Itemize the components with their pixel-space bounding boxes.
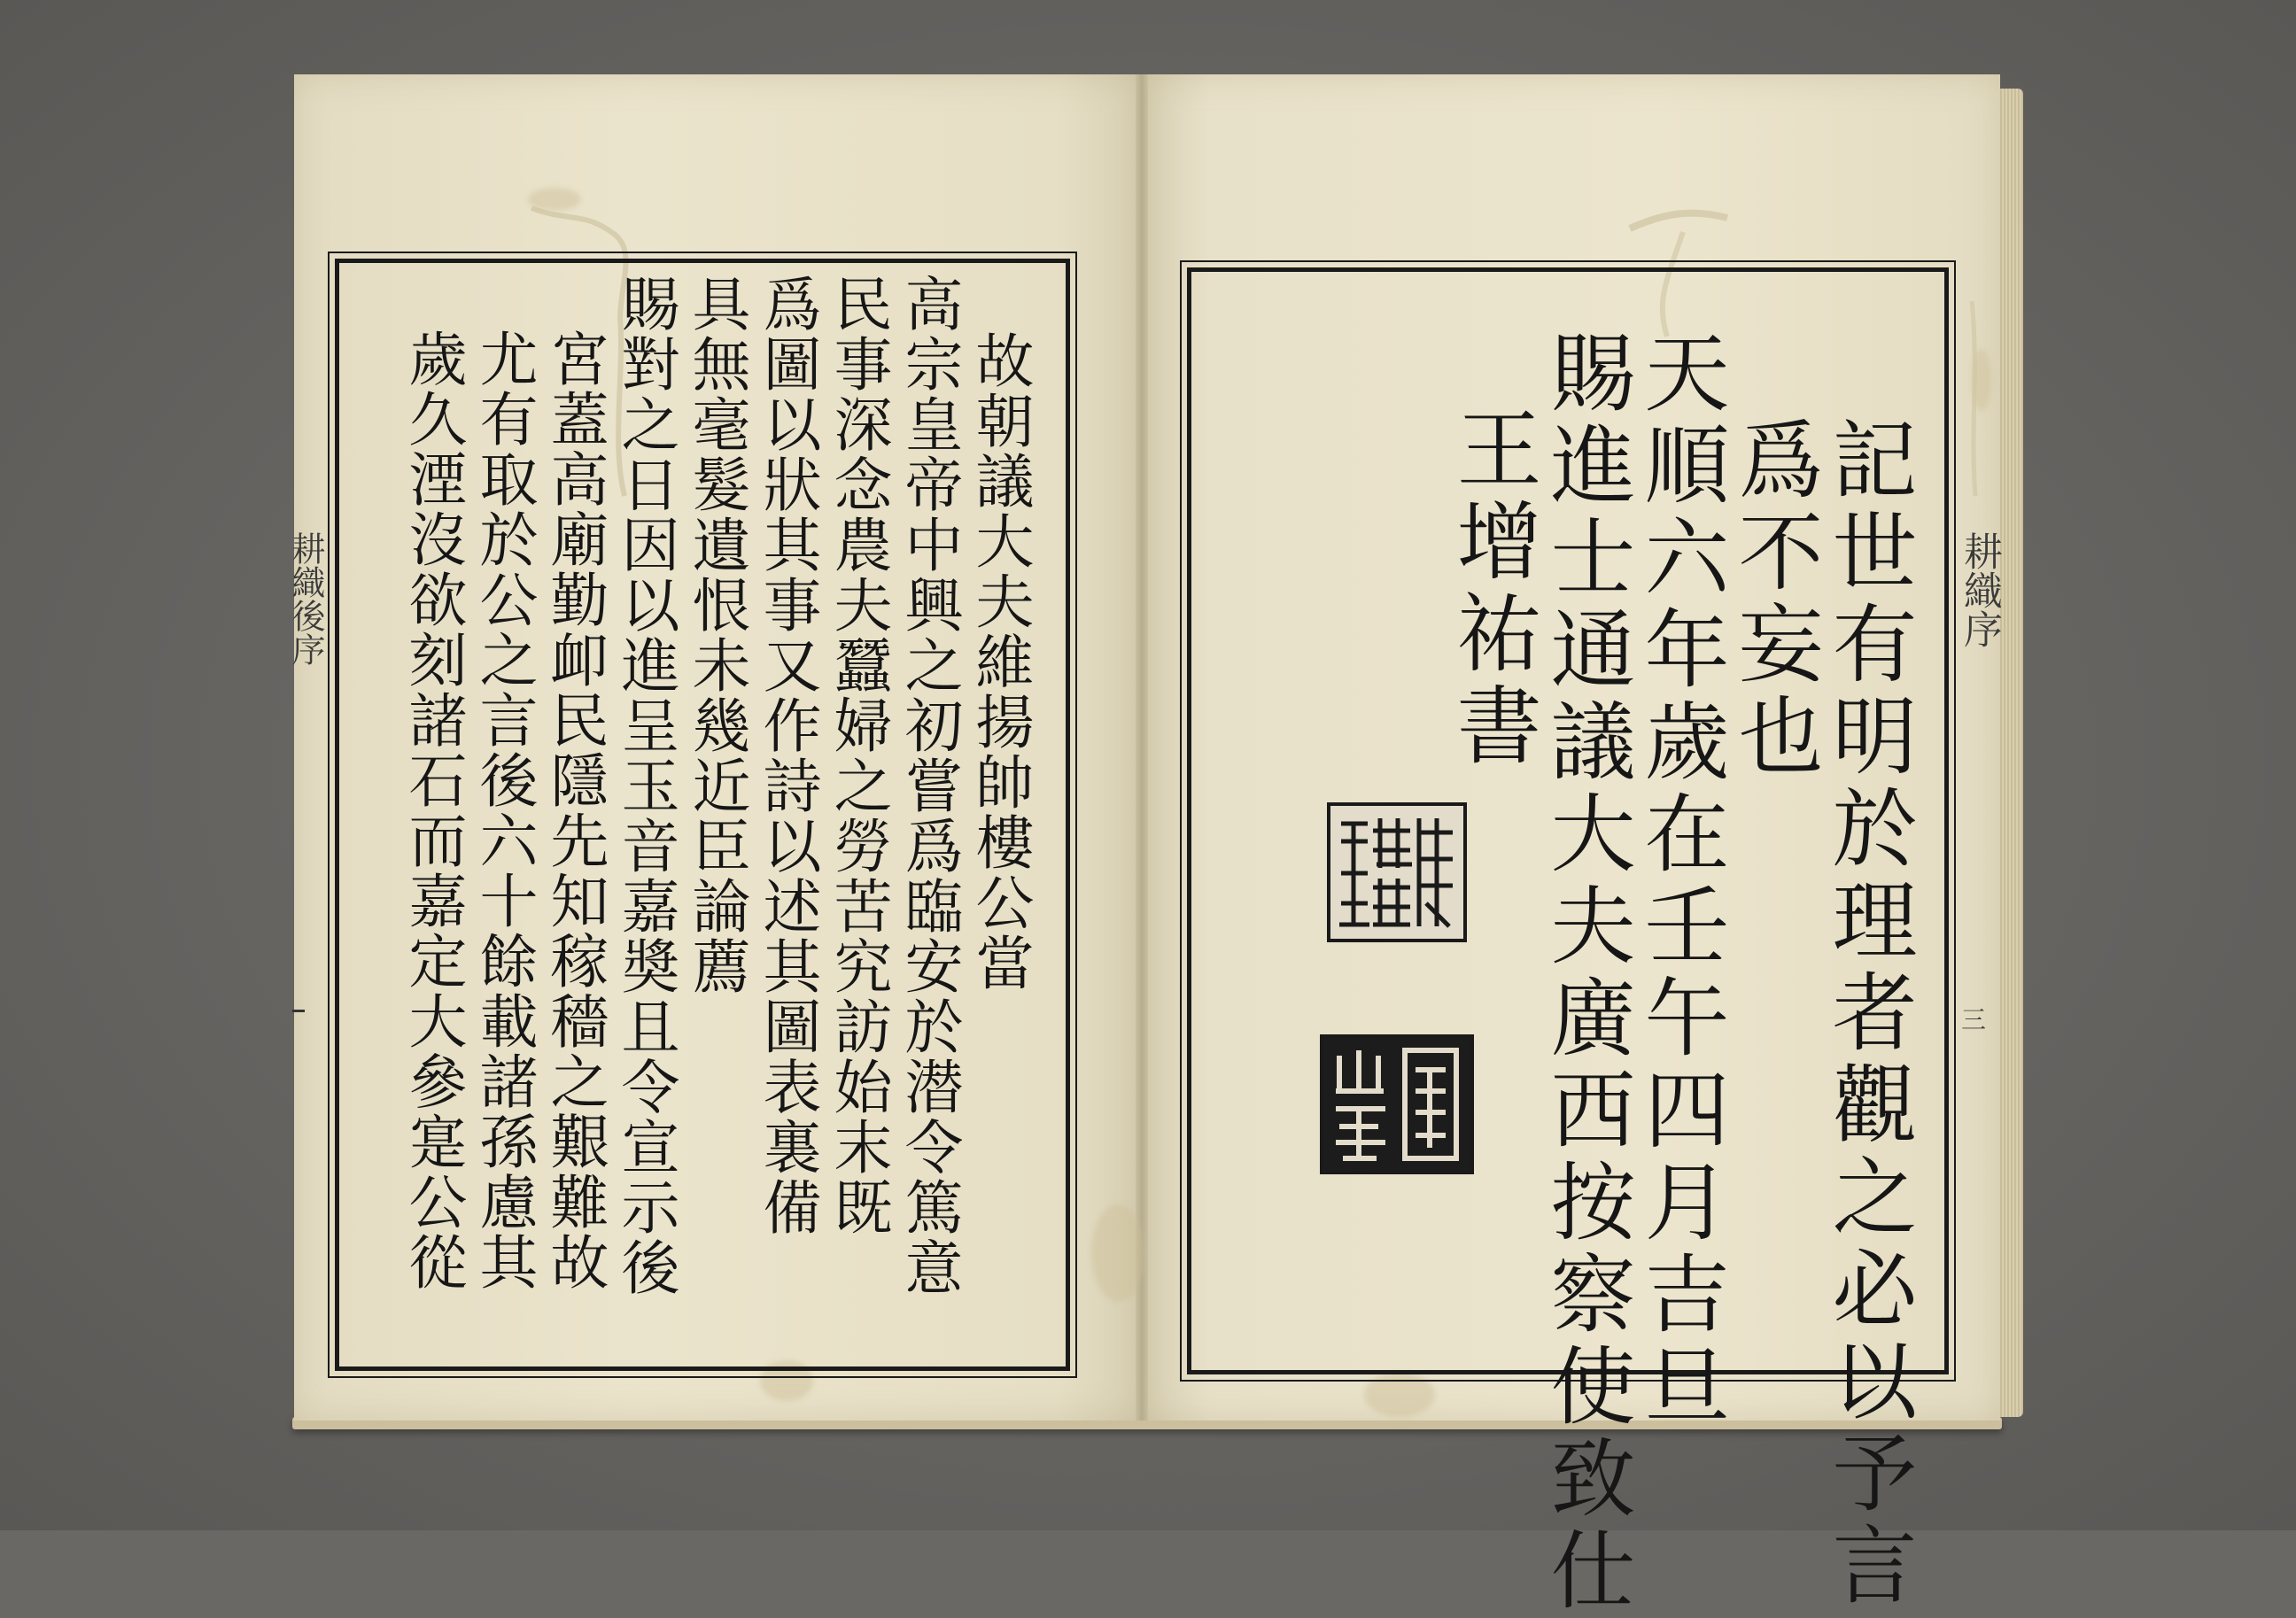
paper-stain	[1364, 1373, 1435, 1417]
text-column: 爲圖以狀其事又作詩以述其圖表裏備	[753, 274, 821, 1237]
text-column: 民事深念農夫蠶婦之勞苦究訪始末既	[824, 274, 892, 1237]
seal-name	[1327, 802, 1467, 942]
text-column: 故朝議大夫維揚帥樓公當	[966, 330, 1034, 993]
text-column: 尤有取於公之言後六十餘載諸孫慮其	[469, 329, 538, 1292]
text-column: 記世有明於理者觀之必以予言	[1819, 415, 1918, 1613]
right-text-frame	[1187, 267, 1949, 1618]
paper-stain	[1091, 1204, 1144, 1302]
seal-glyph-icon	[1323, 1038, 1470, 1171]
text-column: 賜對之日因以進呈玉音嘉奬且令宣示後	[611, 274, 679, 1297]
left-text-frame	[335, 259, 1070, 1371]
paper-stain	[528, 188, 581, 211]
text-column: 賜進士通議大夫廣西按察使致仕	[1537, 329, 1636, 1618]
text-column: 具無毫髮遺恨未幾近臣論薦	[682, 274, 750, 996]
margin-title: 耕織後序	[286, 531, 325, 666]
text-column: 歲久湮沒欲刻諸石而嘉定大參寔公從	[399, 329, 467, 1292]
seal-glyph-icon	[1330, 806, 1463, 939]
text-column: 天順六年歲在壬午四月吉旦	[1631, 329, 1730, 1434]
book-spine	[1136, 74, 1148, 1421]
seal-studio	[1320, 1034, 1474, 1174]
paper-stain	[1972, 349, 1991, 411]
margin-number	[292, 1010, 305, 1012]
text-column: 宮蓋高廟勤卹民隱先知稼穡之艱難故	[540, 329, 609, 1292]
text-column: 王增祐書	[1443, 405, 1542, 773]
text-column: 高宗皇帝中興之初嘗爲臨安於潜令篤意	[895, 274, 963, 1297]
page-stack	[1998, 89, 2023, 1417]
margin-title: 耕織序	[1957, 531, 2002, 648]
margin-number: 三	[1961, 1005, 1987, 1034]
text-column: 爲不妄也	[1725, 415, 1824, 784]
